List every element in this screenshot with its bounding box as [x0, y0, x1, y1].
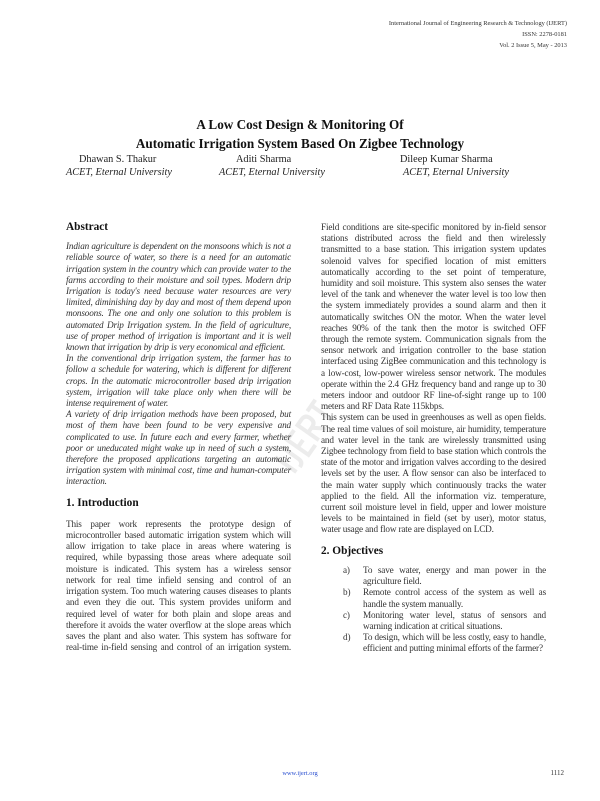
objective-item: c) Monitoring water level, status of sensors and warning indication at critical situations.	[343, 609, 546, 631]
objective-item: a) To save water, energy and man power in the agriculture field.	[343, 564, 546, 587]
paper-title-line2: Automatic Irrigation System Based On Zigbee Technology	[135, 136, 465, 151]
journal-name: International Journal of Engineering Research & Technology (IJERT)	[388, 20, 567, 27]
objective-item: b) Remote control access of the system as well as handle the system manually.	[343, 587, 546, 609]
issn: ISSN: 2278-0181	[522, 31, 567, 38]
author-affiliation: ACET, Eternal University	[219, 167, 325, 178]
abstract-paragraph: In the conventional drip irrigation system, the farmer has to follow a schedule for watering, which is different for different crops. In the automatic microcontroller based drip irrigation system, irrigation will take place only when there will be intense requirement of water.	[66, 353, 291, 409]
footer-url[interactable]: www.ijert.org	[282, 770, 318, 777]
body-columns	[66, 222, 546, 655]
introduction-paragraph: This paper work represents the prototype design of microcontroller based automatic irrigation system which will allow irrigation to take place in areas where watering is required, while bypassing those areas where adequate soil moisture is indicated. This system has a wireless sensor network for real time infield sensing and control of an irrigation system. Too much watering causes diseases to plants and even they die out. This system provides uniform and required level of water for both plain and slope areas and therefore it avoids the water overflow at the slope areas which saves the plant and also water. This system has software for real-time in-field sensing and control of an irrigation system. Field conditions are site-specific monitored by in-field sensor stations distributed across the field and then wirelessly transmitted to a base station. This irrigation system updates solenoid valves for specified location of mist emitters automatically according to the set point of temperature, humidity and soil moisture. This system also senses the water level of the tank and whenever the water level is too low then the system immediately provides a sound alarm and then it automatically switches ON the motor. When the water level reaches 90% of the tank then the motor is switched OFF through the remote system. Communication signals from the sensor network and irrigation controller to the base station interfaced using ZigBee communication and this technology is a low-cost, low-power wireless sensor network. The modules operate within the 2.4 GHz frequency band and range up to 30 meters indoor and outdoor RF line-of-sight range up to 100 meters and RF Data Rate 115kbps.	[66, 222, 546, 653]
abstract-paragraph: Indian agriculture is dependent on the monsoons which is not a reliable source of water, so there is a need for an automatic irrigation system in the country which can provide water to the farms according to their moisture and soil types. Modern drip Irrigation is today's need because water resources are very limited, diminishing day by day and most of them depend upon monsoons. The one and only one solution to this problem is automated Drip Irrigation system. In the field of agriculture, use of proper method of irrigation is important and it is well known that irrigation by drip is very economical and efficient.	[66, 241, 291, 353]
objective-item: d) To design, which will be less costly, easy to handle, efficient and putting minimal efforts of the farmer?	[343, 632, 546, 654]
abstract-heading: Abstract	[66, 221, 109, 233]
author-name: Dileep Kumar Sharma	[400, 154, 493, 165]
author-name: Aditi Sharma	[236, 154, 292, 165]
author-affiliation: ACET, Eternal University	[403, 167, 509, 178]
author-name: Dhawan S. Thakur	[79, 154, 157, 165]
objectives-list	[321, 565, 546, 655]
volume: Vol. 2 Issue 5, May - 2013	[499, 42, 567, 49]
page-number: 1112	[550, 769, 564, 777]
introduction-paragraph: This system can be used in greenhouses as well as open fields. The real time values of soil moisture, air humidity, temperature and water level in the tank are wirelessly transmitted using Zigbee technology from field to base station which controls the state of the motor and irrigation valves according to the desired levels set by the user. A flow sensor can also be interfaced to the main water supply which continuously tracks the water applied to the field. All the information viz. temperature, current soil moisture level in field, upper and lower moisture levels to be maintained in field (set by user), motor status, water usage and flow rate are displayed on LCD.	[321, 412, 546, 535]
introduction-heading: 1. Introduction	[66, 496, 139, 509]
objectives-heading: 2. Objectives	[321, 544, 384, 557]
author-affiliation: ACET, Eternal University	[66, 167, 172, 178]
journal-header	[389, 18, 567, 51]
paper-title-line1: A Low Cost Design & Monitoring Of	[196, 117, 404, 132]
abstract-paragraph: A variety of drip irrigation methods have been proposed, but most of them have been found to be very expensive and complicated to use. In future each and every farmer, whether poor or uneducated might wake up in need of such a system, therefore the proposed applications targeting an automatic irrigation system with minimal cost, time and human-computer interaction.	[66, 409, 291, 487]
